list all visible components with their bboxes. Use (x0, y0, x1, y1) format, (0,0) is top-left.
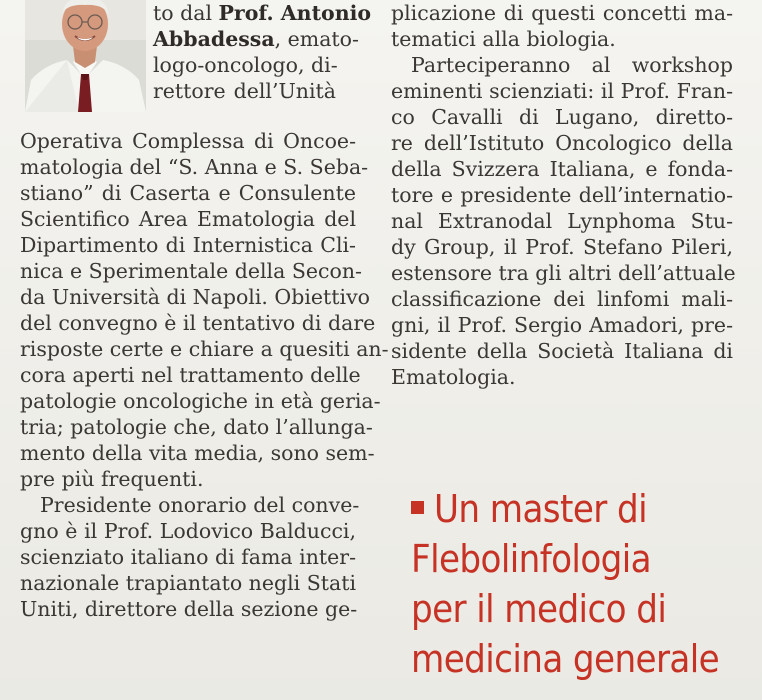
left-line: Scientifico Area Ematologia del (20, 207, 356, 231)
left-line: nazionale trapiantato negli Stati (20, 571, 357, 595)
right-line: dy Group, il Prof. Stefano Pileri, (391, 235, 733, 259)
heading-line-2: Flebolinfologia (411, 537, 652, 581)
section-heading (411, 484, 731, 684)
left-line: Presidente onorario del conve- (40, 493, 360, 517)
intro-line-4: rettore dell’Unità (153, 79, 336, 103)
right-line: sidente della Società Italiana di (391, 339, 733, 363)
heading-line-3: per il medico di (411, 587, 667, 631)
right-line: della Svizzera Italiana, e fonda- (391, 157, 733, 181)
left-line: risposte certe e chiare a quesiti an- (20, 337, 389, 361)
intro-line-2: Abbadessa, emato- (153, 27, 359, 51)
left-line: stiano” di Caserta e Consulente (20, 181, 356, 205)
left-line: del convegno è il tentativo di dare (20, 311, 376, 335)
right-line: tore e presidente dell’internatio- (391, 183, 733, 207)
heading-line-1: Un master di (411, 484, 731, 534)
left-line: matologia del “S. Anna e S. Seba- (20, 155, 369, 179)
left-line: patologie oncologiche in età geria- (20, 389, 381, 413)
right-line: nal Extranodal Lynphoma Stu- (391, 209, 733, 233)
right-line: classificazione dei linfomi mali- (391, 287, 733, 311)
right-line: Ematologia. (391, 365, 516, 389)
left-line: Operativa Complessa di Oncoe- (20, 129, 356, 153)
right-line: eminenti scienziati: il Prof. Fran- (391, 79, 733, 103)
left-line: Dipartimento di Internistica Cli- (20, 233, 356, 257)
left-line: nica e Sperimentale della Secon- (20, 259, 362, 283)
left-line: Uniti, direttore della sezione ge- (20, 597, 358, 621)
heading-line-4: medicina generale (411, 637, 720, 681)
right-column-body (391, 0, 736, 390)
left-line: cora aperti nel trattamento delle (20, 363, 361, 387)
left-line: da Università di Napoli. Obiettivo (20, 285, 371, 309)
right-line: co Cavalli di Lugano, diretto- (391, 105, 733, 129)
left-line: tria; patologie che, dato l’allunga- (20, 415, 373, 439)
right-line: estensore tra gli altri dell’attuale (391, 261, 736, 285)
left-line: scienziato italiano di fama inter- (20, 545, 357, 569)
square-bullet-icon (411, 501, 424, 514)
intro-line-3: logo-oncologo, di- (153, 53, 338, 77)
left-line: mento della vita media, sono sem- (20, 441, 375, 465)
right-line: re dell’Istituto Oncologico della (391, 131, 733, 155)
left-column-body (20, 128, 389, 622)
left-line: pre più frequenti. (20, 467, 204, 491)
left-column-intro (153, 0, 372, 104)
left-line: gno è il Prof. Lodovico Balducci, (20, 519, 356, 543)
right-line: tematici alla biologia. (391, 27, 616, 51)
right-line: Parteciperanno al workshop (411, 53, 733, 77)
portrait-photo (25, 0, 146, 112)
intro-line-1: to dal Prof. Antonio (153, 1, 372, 25)
right-line: plicazione di questi concetti ma- (391, 1, 733, 25)
right-line: gni, il Prof. Sergio Amadori, pre- (391, 313, 733, 337)
